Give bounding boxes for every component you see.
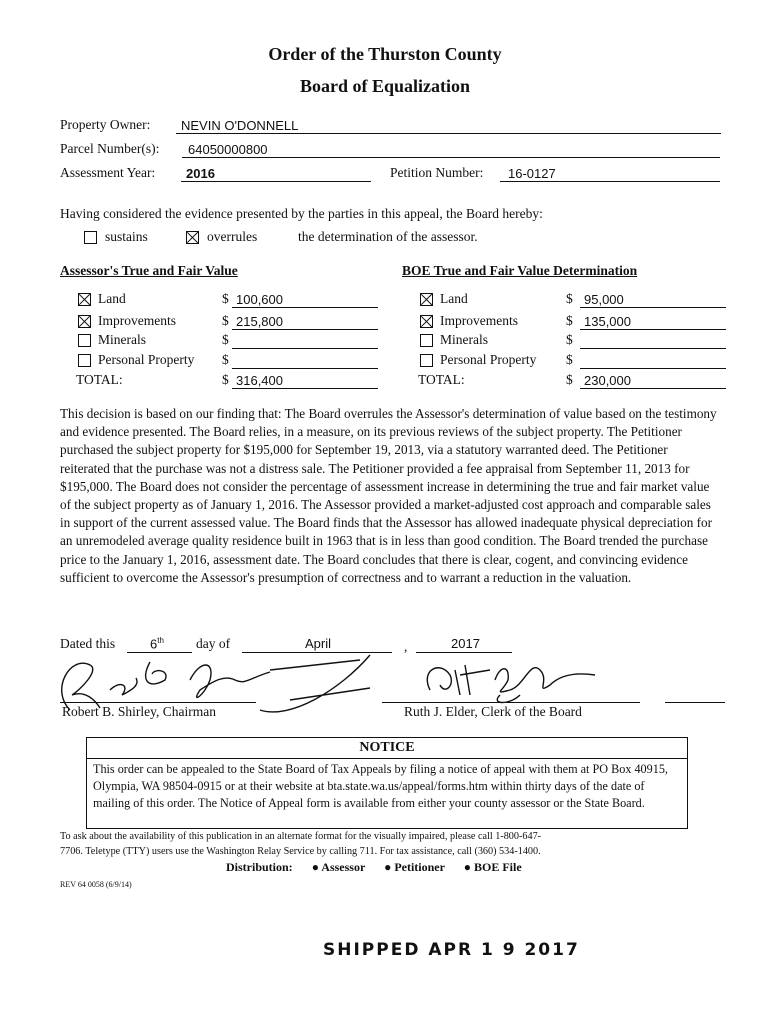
- notice-box: [86, 737, 688, 829]
- shipped-stamp: SHIPPED APR 1 9 2017: [323, 940, 580, 960]
- year-value: 2016: [186, 166, 215, 181]
- assessor-checkbox-minerals[interactable]: [78, 334, 91, 347]
- bullet-icon: ●: [311, 860, 319, 874]
- bullet-icon: ●: [384, 860, 392, 874]
- document-title: Order of the Thurston County: [268, 44, 502, 64]
- sustains-label: sustains: [105, 229, 148, 244]
- assessor-total-label: TOTAL:: [76, 372, 123, 387]
- value-line: [232, 333, 378, 349]
- overrules-label: overrules: [207, 229, 258, 244]
- value-line: [232, 353, 378, 369]
- sustains-checkbox[interactable]: [84, 231, 97, 244]
- owner-value: NEVIN O'DONNELL: [181, 118, 299, 133]
- boe-checkbox-minerals[interactable]: [420, 334, 433, 347]
- boe-total-label: TOTAL:: [418, 372, 465, 387]
- boe-heading: BOE True and Fair Value Determination: [402, 263, 638, 278]
- dollar-sign: $: [566, 332, 573, 347]
- owner-label: Property Owner:: [60, 117, 151, 132]
- intro-text: Having considered the evidence presented by the parties in this appeal, the Board hereby:: [60, 206, 543, 221]
- dated-year: 2017: [451, 636, 480, 651]
- boe-row-label: Minerals: [440, 332, 488, 347]
- distribution-item-petitioner: Petitioner: [394, 860, 445, 874]
- document-subtitle: Board of Equalization: [299, 76, 471, 96]
- dated-prefix: Dated this: [60, 636, 116, 651]
- assessor-checkbox-land[interactable]: [78, 293, 91, 306]
- notice-body: This order can be appealed to the State Board of Tax Appeals by filing a notice of appeal with them at PO Box 40915, Olympia, WA 98504-0915 or at their website at bta.state.wa.us/appeal/forms.htm within thirty days of the date of mailing of this order. The Notice of Appeal form is available from either your county assessor or the State Board.: [93, 762, 668, 810]
- dollar-sign: $: [566, 313, 573, 328]
- year-label: Assessment Year:: [60, 165, 156, 180]
- clerk-signature: [400, 650, 600, 710]
- dollar-sign: $: [566, 352, 573, 367]
- parcel-label: Parcel Number(s):: [60, 141, 160, 156]
- decision-reasoning: This decision is based on our finding that: The Board overrules the Assessor's determination of value based on the testimony and evidence presented. The Board relies, in a measure, on its previous reviews of the subject property. The Petitioner purchased the subject property for $195,000 for September 19, 2013, via a statutory warranted deed. The Petitioner reiterated that the purchase was not a distress sale. The Petitioner provided a fee appraisal from September 11, 2013 for $195,000. The Board does not consider the percentage of assessment increase in determining the true and fair market value of the subject property as of January 1, 2016. The Assessor provided a market-adjusted cost approach and comparable sales in support of the current assessed value. The Board finds that the Assessor has allowed inadequate physical depreciation for an unremodeled average quality residence built in 1963 that is in less than good condition. The Board trended the purchase price to the January 1, 2016, assessment date. The Board concludes that there is clear, cogent, and convincing evidence sufficient to overcome the Assessor's presumption of correctness and to warrant a reduction in the valuation.: [60, 406, 717, 585]
- assessor-row-value: 100,600: [236, 292, 283, 307]
- dollar-sign: $: [222, 352, 229, 367]
- dollar-sign: $: [222, 372, 229, 387]
- distribution-item-assessor: Assessor: [321, 860, 366, 874]
- boe-row-label: Land: [440, 291, 468, 306]
- assessor-row-label: Personal Property: [98, 352, 195, 367]
- boe-row-value: 135,000: [584, 314, 631, 329]
- boe-checkbox-land[interactable]: [420, 293, 433, 306]
- distribution-item-boe-file: BOE File: [474, 860, 522, 874]
- parcel-value: 64050000800: [188, 142, 268, 157]
- assessor-checkbox-personal-property[interactable]: [78, 354, 91, 367]
- assessor-heading: Assessor's True and Fair Value: [60, 263, 238, 278]
- clerk-name: Ruth J. Elder, Clerk of the Board: [404, 704, 582, 719]
- boe-checkbox-personal-property[interactable]: [420, 354, 433, 367]
- dollar-sign: $: [566, 372, 573, 387]
- dated-comma: ,: [404, 639, 408, 654]
- accessibility-line-1: To ask about the availability of this publication in an alternate format for the visually impaired, please call 1-800-647-: [60, 831, 542, 842]
- accessibility-line-2: 7706. Teletype (TTY) users use the Washington Relay Service by calling 711. For tax assistance, call (360) 534-1400.: [60, 846, 541, 857]
- dollar-sign: $: [566, 291, 573, 306]
- day-suffix: th: [157, 636, 164, 645]
- boe-total-value: 230,000: [584, 373, 631, 388]
- distribution-label: Distribution:: [226, 860, 293, 874]
- petition-label: Petition Number:: [390, 165, 484, 180]
- boe-row-label: Personal Property: [440, 352, 537, 367]
- boe-checkbox-improvements[interactable]: [420, 315, 433, 328]
- dollar-sign: $: [222, 291, 229, 306]
- chairman-name: Robert B. Shirley, Chairman: [62, 704, 216, 719]
- assessor-row-value: 215,800: [236, 314, 283, 329]
- distribution-line: [226, 860, 522, 875]
- assessor-row-label: Improvements: [98, 313, 176, 328]
- boe-row-label: Improvements: [440, 313, 518, 328]
- dated-month: April: [305, 636, 332, 651]
- value-line: [580, 333, 726, 349]
- assessor-row-label: Minerals: [98, 332, 146, 347]
- assessor-row-label: Land: [98, 291, 126, 306]
- chairman-sign-line: [60, 702, 256, 703]
- bullet-icon: ●: [463, 860, 471, 874]
- dollar-sign: $: [222, 313, 229, 328]
- decision-tail: the determination of the assessor.: [298, 229, 478, 244]
- dated-dayof: day of: [196, 636, 231, 651]
- extra-sign-line: [665, 702, 725, 703]
- notice-title: NOTICE: [87, 738, 687, 759]
- assessor-checkbox-improvements[interactable]: [78, 315, 91, 328]
- overrules-checkbox[interactable]: [186, 231, 199, 244]
- clerk-sign-line: [382, 702, 640, 703]
- form-code: REV 64 0058 (6/9/14): [60, 880, 132, 889]
- assessor-total-value: 316,400: [236, 373, 283, 388]
- petition-value: 16-0127: [508, 166, 556, 181]
- day-number: 6: [150, 636, 158, 652]
- boe-row-value: 95,000: [584, 292, 624, 307]
- value-line: [580, 353, 726, 369]
- dollar-sign: $: [222, 332, 229, 347]
